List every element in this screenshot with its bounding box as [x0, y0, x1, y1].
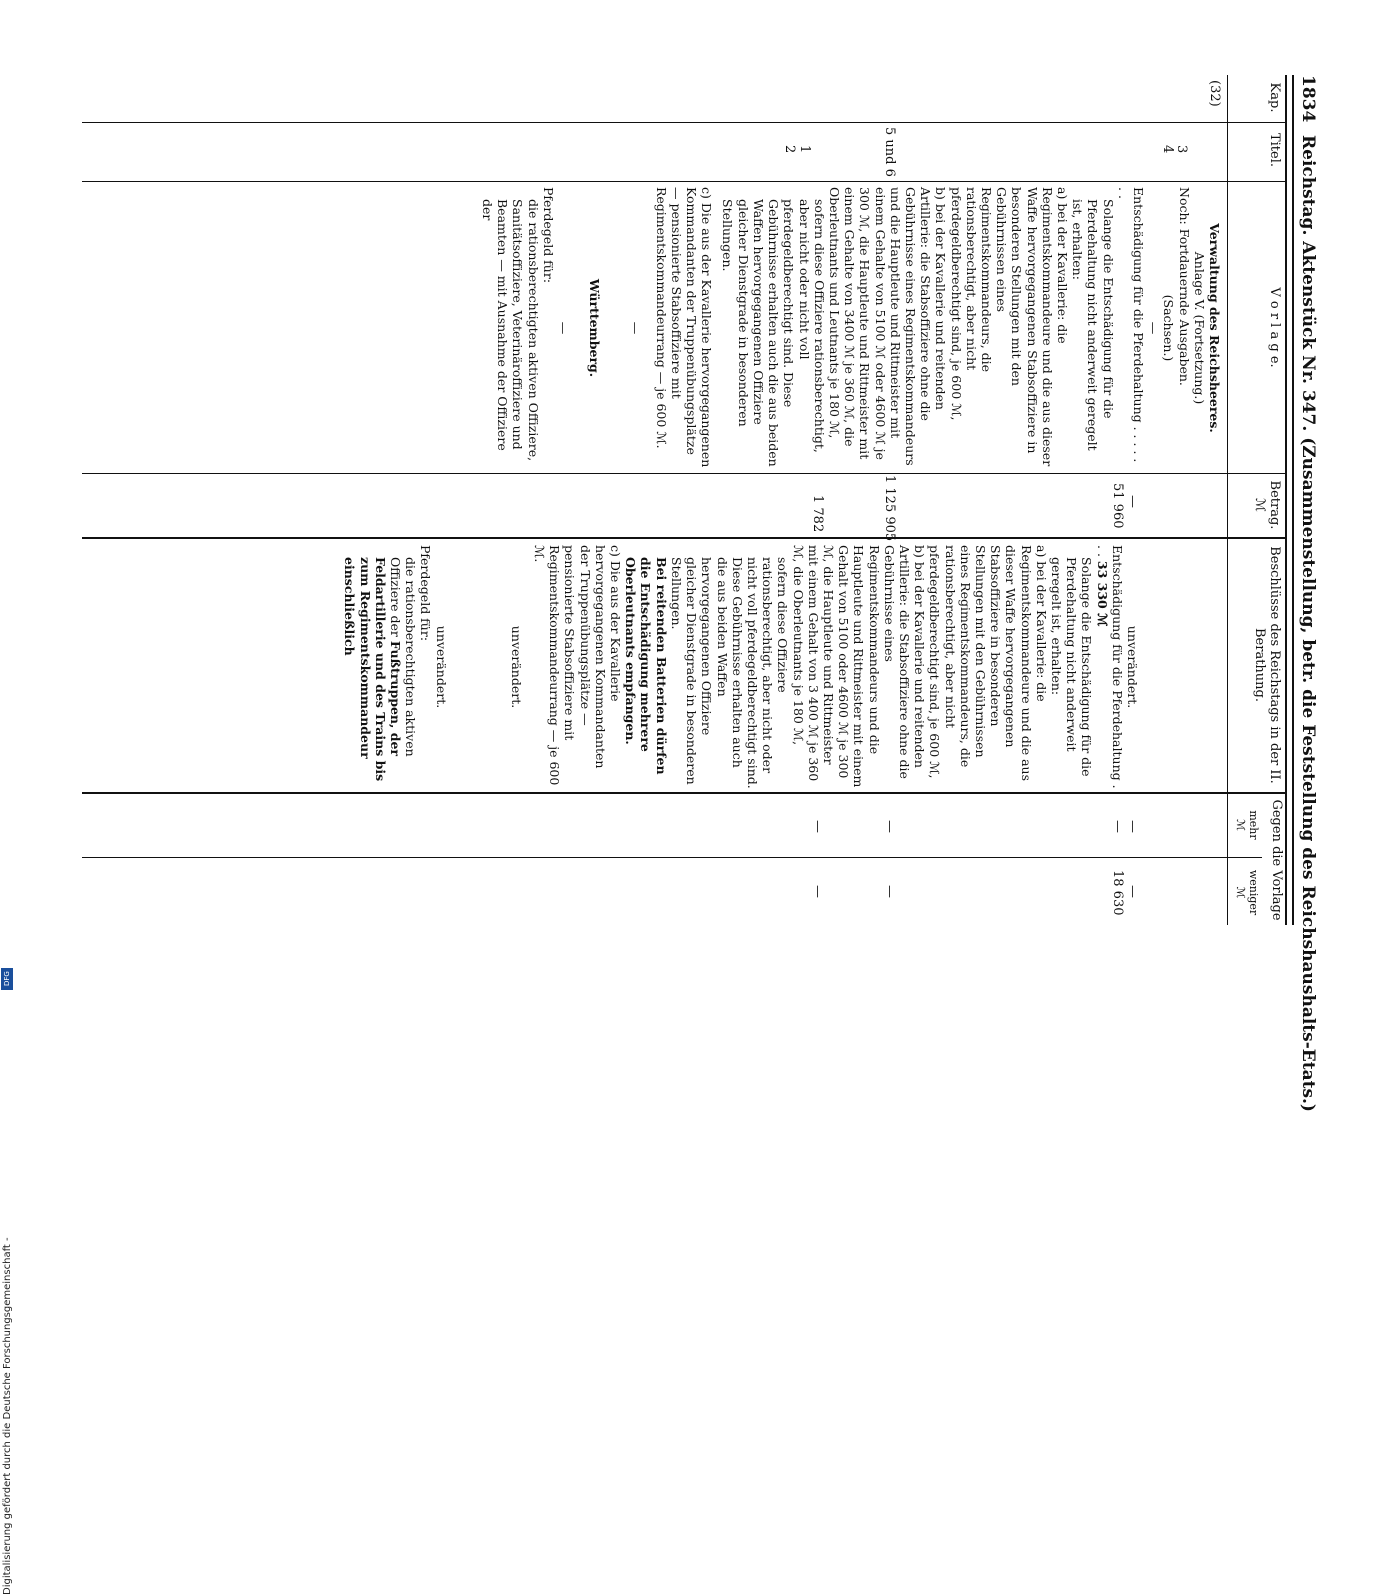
betrag-t4: 51 960	[1110, 483, 1125, 529]
beschluss-t56: unverändert.	[508, 625, 524, 709]
titel-1: 1	[797, 145, 812, 154]
beschluss-t4-head	[1094, 545, 1124, 789]
beschluss-t2-body-b: Fußtruppen, der Feldartillerie und des Trains bis zum Regimentskommandeur einschließlich	[342, 557, 404, 782]
mehr-t3: —	[1125, 820, 1140, 833]
beschluss-t4-amount: 33 330 ℳ	[1094, 560, 1110, 627]
col-weniger-unit: ℳ	[1234, 886, 1247, 899]
sachsen-line: (Sachsen.)	[1161, 294, 1177, 362]
titel-5-6: 5 und 6	[882, 127, 897, 177]
beschluss-a: a) bei der Kavallerie: die Regimentskommandeure und die aus dieser Waffe hervorgegangenen Stabsoffiziere in besonderen Stellungen mit den Gebührnissen eines Regimentskommandeurs, die rationsberechtigt, aber nicht pferdegeldberechtigt sind, je 600 ℳ,	[927, 545, 1049, 782]
mehr-t4: —	[1110, 820, 1125, 833]
vorlage-t3: —	[1146, 321, 1162, 335]
col-weniger-label: weniger	[1247, 869, 1260, 916]
beschluss-c: c) Die aus der Kavallerie hervorgegangenen Kommandanten der Truppenübungsplätze — pensionierte Stabsoffiziere mit Regimentskommandeurrang — je 600 ℳ.	[532, 545, 624, 786]
wuerttemberg-title: Württemberg.	[587, 278, 603, 378]
titel-2: 2	[782, 145, 797, 154]
beschluss-t2-head: Pferdegeld für:	[418, 545, 434, 642]
vorlage-b2: sofern diese Offiziere rationsberechtigt, aber nicht oder nicht voll pferdegeldberechtigt sind. Diese Gebührnisse erhalten auch die aus beiden Waffen hervorgegangenen Offiziere gleicher Dienstgrade in besonderen Stellungen.	[720, 199, 827, 467]
beschluss-b2: sofern diese Offiziere rationsberechtigt, aber nicht oder nicht voll pferdegeldberechtigt sind. Diese Gebührnisse erhalten auch die aus beiden Waffen hervorgegangenen Offiziere gleicher Dienstgrade in besonderen Stellungen.	[668, 557, 791, 789]
rule-kap	[82, 122, 1286, 123]
header-rule	[1292, 75, 1294, 925]
titel-3: 3	[1174, 145, 1189, 154]
rotated-document-page	[82, 55, 1322, 1112]
col-vorlage: V o r l a g e.	[1267, 287, 1282, 368]
betrag-t3: —	[1125, 495, 1140, 508]
mehr-t1: —	[810, 820, 825, 833]
weniger-t1: —	[810, 885, 825, 898]
vorlage-a: a) bei der Kavallerie: die Regimentskommandeure und die aus dieser Waffe hervorgegangenen Stabsoffiziere in besonderen Stellungen mit den Gebührnissen eines Regimentskommandeurs, die rationsberechtigt, aber nicht pferdegeldberechtigt sind, je 600 ℳ,	[948, 187, 1070, 467]
vorlage-b: b) bei der Kavallerie und reitenden Artillerie: die Stabsoffiziere ohne die Gebührnisse eines Regimentskommandeurs und die Hauptleute und Rittmeister mit einem Gehalte von 5100 ℳ oder 4600 ℳ je 300 ℳ, die Hauptleute und Rittmeister mit einem Gehalte von 3400 ℳ je 360 ℳ, die Oberleutnants und Leutnants je 180 ℳ,	[826, 187, 949, 466]
vorlage-t56: —	[628, 321, 644, 335]
weniger-t4: 18 630	[1110, 870, 1125, 916]
rule-betrag	[82, 537, 1286, 539]
betrag-t56: 1 125 905	[882, 475, 897, 542]
noch-line: Noch: Fortdauernde Ausgaben.	[1176, 187, 1192, 386]
rule-beschluss	[82, 792, 1286, 794]
kap-number: (32)	[1207, 80, 1222, 107]
beschluss-column	[342, 545, 1140, 789]
vorlage-c: c) Die aus der Kavallerie hervorgegangenen Kommandanten der Truppenübungsplätze — pensionierte Stabsoffiziere mit Regimentskommandeurrang — je 600 ℳ.	[653, 187, 715, 468]
col-betrag-label: Betrag.	[1267, 480, 1282, 530]
vorlage-t1: —	[556, 321, 572, 335]
col-titel: Titel.	[1267, 132, 1282, 168]
anlage-line: Anlage V. (Fortsetzung.)	[1191, 251, 1207, 405]
digitization-note: Digitalisierung gefördert durch die Deutsche Forschungsgemeinschaft -	[2, 1237, 13, 1595]
beschluss-t4-intro: Solange die Entschädigung für die Pferdehaltung nicht anderweit geregelt ist, erhalten:	[1048, 557, 1095, 777]
weniger-t3: —	[1125, 885, 1140, 898]
vorlage-t4-head: Entschädigung für die Pferdehaltung . . . . . . .	[1115, 187, 1146, 463]
beschluss-t2-body-a: die rationsberechtigten aktiven Offiziere der	[388, 557, 419, 757]
col-mehr-label: mehr	[1247, 810, 1260, 840]
section-title: Verwaltung des Reichsheeres.	[1207, 223, 1222, 433]
table-top-rule	[1285, 75, 1287, 925]
beschluss-t4-head-text: Entschädigung für die Pferdehaltung . . .	[1094, 545, 1125, 789]
mehr-t56: —	[882, 820, 897, 833]
beschluss-b: b) bei der Kavallerie und reitenden Artillerie: die Stabsoffiziere ohne die Gebührnisse eines Regimentskommandeurs und die Hauptleute und Rittmeister mit einem Gehalt von 5100 oder 4600 ℳ je 300 ℳ, die Hauptleute und Rittmeister mit einem Gehalt von 3 400 ℳ je 360 ℳ, die Oberleutnants je 180 ℳ,	[790, 545, 928, 788]
betrag-t1: 1 782	[810, 495, 825, 533]
rule-vorlage	[82, 473, 1286, 474]
col-mehr	[1234, 795, 1260, 855]
page-title: Reichstag. Aktenstück Nr. 347. (Zusammenstellung, betr. die Feststellung des Reichshaushalts-Etats.)	[1298, 135, 1318, 1112]
header-bottom-rule	[1227, 75, 1228, 925]
col-gegen: Gegen die Vorlage	[1269, 799, 1284, 921]
beschluss-t2-body	[342, 545, 418, 789]
col-betrag	[1252, 475, 1282, 535]
beschluss-t1: unverändert.	[433, 625, 449, 709]
vorlage-t2-head: Pferdegeld für:	[540, 187, 556, 284]
col-betrag-unit: ℳ	[1252, 498, 1267, 512]
col-kap: Kap.	[1267, 82, 1282, 113]
page-number: 1834	[1298, 75, 1318, 123]
beschluss-t3: unverändert.	[1125, 625, 1140, 709]
col-mehr-unit: ℳ	[1234, 819, 1247, 831]
vorlage-t2-body: die rationsberechtigten aktiven Offiziere, Sanitätsoffiziere, Veterinäroffiziere und Beamten — mit Ausnahme der Offiziere der	[480, 199, 541, 462]
dfg-logo: DFG	[1, 968, 13, 990]
vorlage-t4-intro: Solange die Entschädigung für die Pferdehaltung nicht anderweit geregelt ist, erhalten:	[1070, 199, 1116, 451]
rule-mehr	[82, 857, 1262, 858]
beschluss-b3: Bei reitenden Batterien dürfen die Entschädigung mehrere Oberleutnants empfangen.	[623, 557, 669, 775]
vorlage-column	[480, 187, 1222, 469]
col-weniger	[1234, 860, 1260, 925]
weniger-t56: —	[882, 885, 897, 898]
col-beschluesse: Beschlüsse des Reichstags in der II. Berathung.	[1252, 546, 1282, 784]
rule-titel	[82, 181, 1286, 182]
titel-4: 4	[1160, 145, 1175, 154]
